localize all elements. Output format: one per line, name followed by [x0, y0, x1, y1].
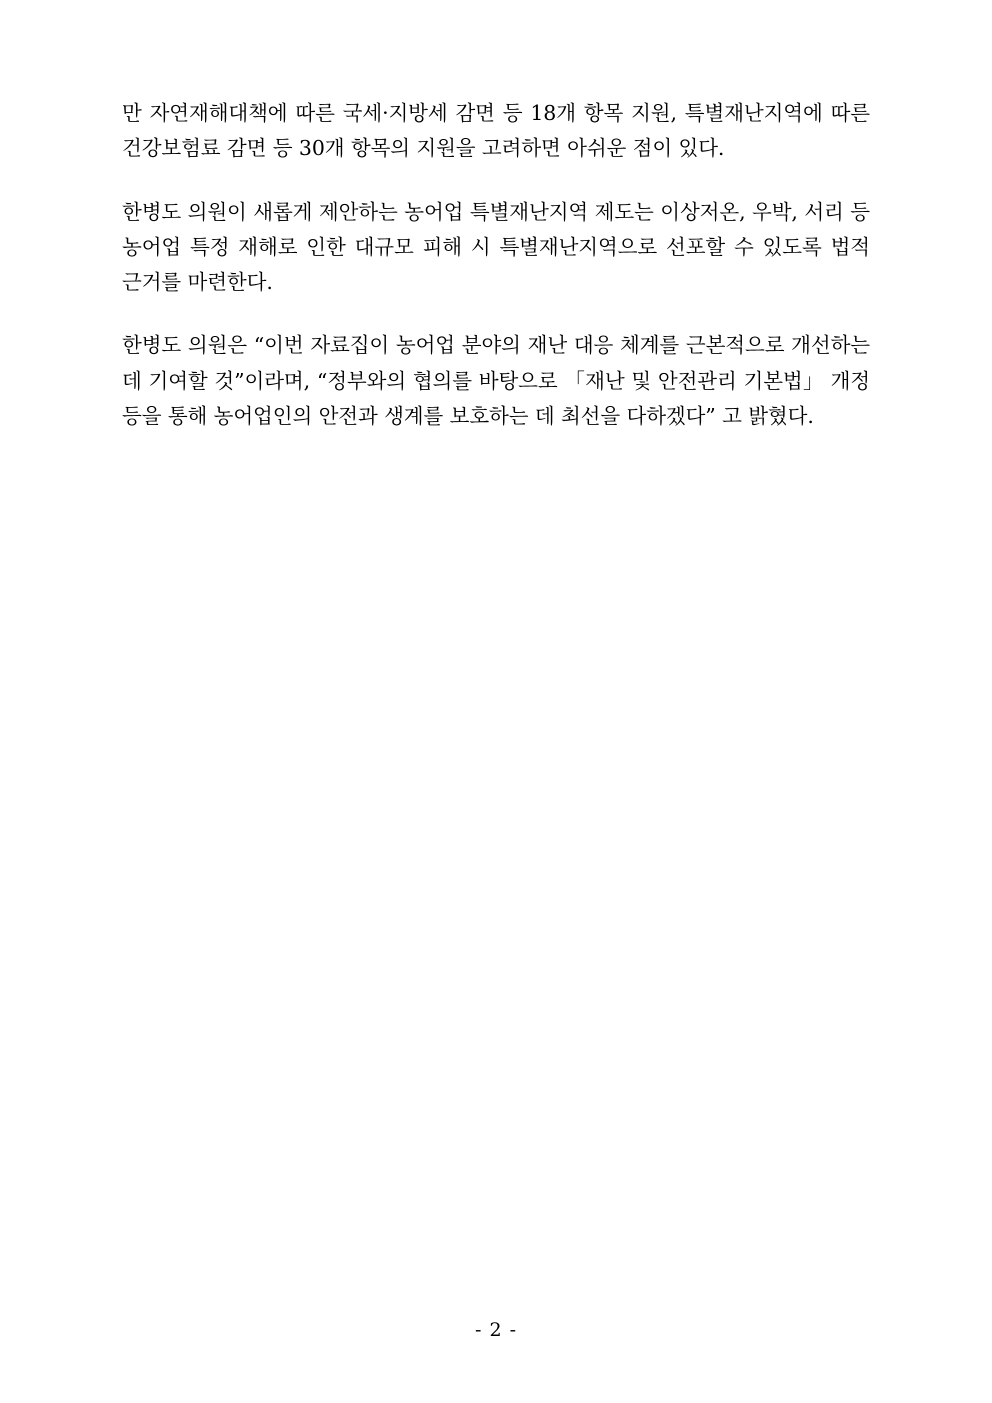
paragraph-1: 만 자연재해대책에 따른 국세·지방세 감면 등 18개 항목 지원, 특별재난지역에 따른 건강보험료 감면 등 30개 항목의 지원을 고려하면 아쉬운 점이 있다.: [122, 101, 870, 161]
paragraph-3: 한병도 의원은 “이번 자료집이 농어업 분야의 재난 대응 체계를 근본적으로 개선하는 데 기여할 것”이라며, “정부와의 협의를 바탕으로 「재난 및 안전관리 기본법」 개정 등을 통해 농어업인의 안전과 생계를 보호하는 데 최선을 다하겠다” 고 밝혔다.: [122, 333, 870, 428]
page-number: - 2 -: [474, 1319, 517, 1341]
document-body: [122, 96, 870, 434]
paragraph-2: 한병도 의원이 새롭게 제안하는 농어업 특별재난지역 제도는 이상저온, 우박, 서리 등 농어업 특정 재해로 인한 대규모 피해 시 특별재난지역으로 선포할 수 있도록 법적 근거를 마련한다.: [122, 199, 870, 294]
